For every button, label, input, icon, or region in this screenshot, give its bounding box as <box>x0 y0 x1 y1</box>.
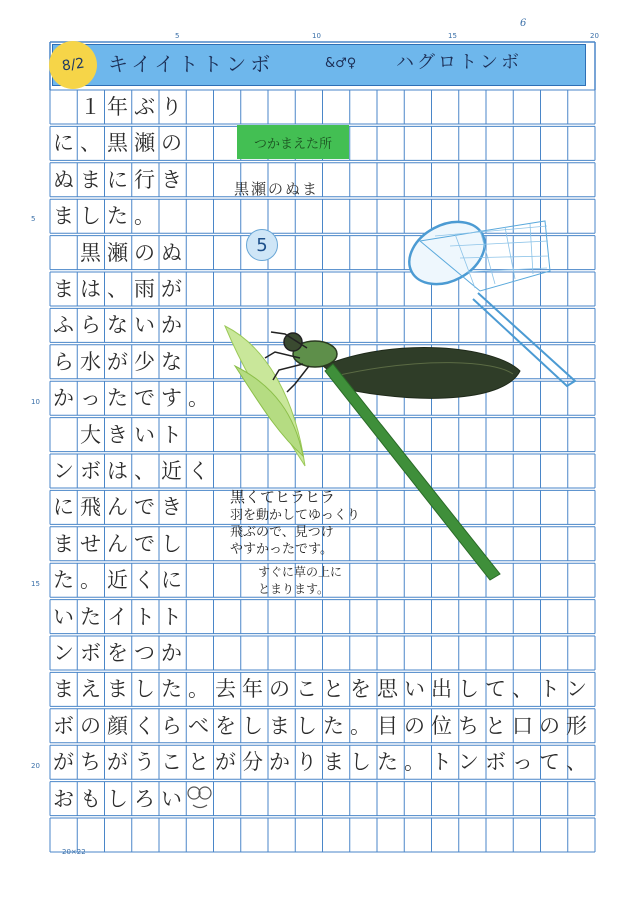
essay-char: し <box>242 713 263 738</box>
essay-char: 行 <box>134 167 155 192</box>
essay-row <box>50 308 185 342</box>
essay-char: し <box>107 786 128 811</box>
essay-row <box>50 345 185 379</box>
essay-char: 瀬 <box>107 240 128 265</box>
essay-char: 雨 <box>134 277 155 301</box>
observation-note-line: やすかったです。 <box>230 542 333 557</box>
essay-char: な <box>107 313 128 338</box>
essay-char: ん <box>107 495 128 520</box>
essay-char: 飛 <box>80 495 101 520</box>
ruler-top-15: 15 <box>448 32 457 40</box>
essay-char: 出 <box>431 677 452 702</box>
essay-char: 少 <box>134 349 155 374</box>
essay-char: が <box>107 750 128 775</box>
essay-char: 。 <box>404 750 425 775</box>
essay-char: し <box>458 677 479 702</box>
essay-char: 、 <box>107 277 128 301</box>
caught-place-label: つかまえた所 <box>237 125 349 159</box>
essay-char: い <box>134 313 155 338</box>
essay-char: き <box>107 422 128 447</box>
essay-char: ト <box>539 677 560 702</box>
essay-char: の <box>404 713 425 738</box>
essay-char: 年 <box>107 95 128 119</box>
essay-char: に <box>53 131 74 156</box>
essay-char: た <box>161 677 182 702</box>
essay-char: ま <box>53 677 74 702</box>
essay-char: ン <box>53 459 74 483</box>
essay-char: い <box>404 677 425 702</box>
essay-char: せ <box>80 531 101 556</box>
essay-char: ろ <box>134 786 155 811</box>
title-text: キイイトトンボ <box>108 52 275 76</box>
essay-char: い <box>161 786 182 811</box>
essay-char: 、 <box>80 131 101 156</box>
ruler-top-5: 5 <box>175 32 180 40</box>
essay-char: く <box>134 713 155 738</box>
essay-char: ま <box>80 167 101 192</box>
essay-char: ト <box>431 750 452 775</box>
essay-char: く <box>134 568 155 593</box>
essay-char: た <box>377 750 398 775</box>
essay-row <box>50 709 590 743</box>
essay-char: た <box>107 204 128 229</box>
essay-char: 思 <box>377 677 398 702</box>
essay-char: で <box>134 531 155 556</box>
essay-char: ら <box>161 713 182 738</box>
caught-place-name: 黒瀬のぬま <box>234 180 320 198</box>
essay-char: と <box>323 677 344 702</box>
essay-char: イ <box>107 604 128 629</box>
essay-char: か <box>161 641 182 665</box>
essay-char: ボ <box>80 459 101 483</box>
essay-char: ま <box>53 204 74 229</box>
essay-char: 年 <box>242 677 263 702</box>
essay-char: 大 <box>80 422 101 447</box>
essay-row <box>50 527 185 561</box>
essay-char: に <box>107 167 128 192</box>
essay-char: も <box>80 786 101 811</box>
essay-char: で <box>134 386 155 411</box>
essay-char: え <box>80 677 101 702</box>
essay-row <box>50 600 185 634</box>
ruler-left-20: 20 <box>31 762 40 770</box>
essay-char: こ <box>296 677 317 702</box>
essay-char: ぶ <box>134 95 155 119</box>
essay-char: り <box>161 95 182 119</box>
essay-char: 顔 <box>107 713 128 738</box>
essay-char: う <box>134 750 155 775</box>
essay-char: ン <box>53 641 74 665</box>
essay-char: が <box>107 349 128 374</box>
essay-char: い <box>53 604 74 629</box>
essay-char: の <box>539 713 560 738</box>
essay-char: お <box>53 786 74 811</box>
essay-char: っ <box>512 750 533 775</box>
essay-char: ら <box>80 313 101 338</box>
essay-char: 分 <box>242 750 263 775</box>
essay-char: １ <box>80 95 101 119</box>
essay-row <box>50 745 590 779</box>
essay-char: と <box>188 750 209 775</box>
essay-char: 形 <box>566 713 587 738</box>
essay-char: 。 <box>80 568 101 593</box>
essay-char: を <box>215 713 236 738</box>
essay-char: て <box>485 677 506 702</box>
essay-row <box>50 381 212 415</box>
essay-char: ぬ <box>53 167 74 192</box>
essay-char: し <box>80 204 101 229</box>
essay-char: く <box>188 459 209 483</box>
essay-char: 。 <box>134 204 155 229</box>
essay-char: が <box>161 277 182 301</box>
essay-char: た <box>107 386 128 411</box>
essay-char: ま <box>53 277 74 301</box>
essay-char: こ <box>161 750 182 775</box>
essay-char: た <box>53 568 74 593</box>
essay-char: か <box>269 750 290 775</box>
essay-char: ボ <box>485 750 506 775</box>
essay-char: ぬ <box>161 240 182 265</box>
title-note: &♂♀ <box>325 56 357 71</box>
essay-char: が <box>215 750 236 775</box>
essay-char: ふ <box>53 313 74 338</box>
essay-char <box>50 418 77 452</box>
essay-row <box>50 163 185 197</box>
observation-note-line: 羽を動かしてゆっくり <box>230 508 360 523</box>
ruler-top-10: 10 <box>312 32 321 40</box>
essay-char: べ <box>188 713 209 738</box>
title-subject: ハグロトンボ <box>396 52 522 73</box>
smiley-doodle-icon <box>187 783 213 811</box>
essay-row <box>50 126 185 160</box>
essay-char: ん <box>107 531 128 556</box>
essay-char: 、 <box>566 750 587 775</box>
essay-char: 。 <box>350 713 371 738</box>
essay-char: り <box>296 750 317 775</box>
essay-row <box>50 672 590 706</box>
essay-char: 去 <box>215 677 236 702</box>
essay-char: 。 <box>188 386 209 411</box>
essay-char: 黒 <box>107 131 128 156</box>
essay-char: に <box>53 495 74 520</box>
essay-char: ン <box>566 677 587 702</box>
observation-note-line: 飛ぶので、見つけ <box>230 525 334 540</box>
essay-char: が <box>53 750 74 775</box>
essay-char: 近 <box>107 568 128 593</box>
essay-char: て <box>539 750 560 775</box>
essay-char: の <box>161 131 182 156</box>
essay-char: し <box>296 713 317 738</box>
observation-note-line: とまります。 <box>258 582 330 596</box>
essay-char: し <box>161 531 182 556</box>
essay-char <box>50 236 77 270</box>
date-badge <box>49 41 97 89</box>
essay-char: っ <box>80 386 101 411</box>
essay-char: 瀬 <box>134 131 155 156</box>
essay-row <box>50 272 185 306</box>
essay-char: か <box>161 313 182 338</box>
observation-note-line: 黒くてヒラヒラ <box>230 488 336 506</box>
essay-char: を <box>107 641 128 665</box>
essay-char: 。 <box>188 677 209 702</box>
essay-row <box>50 199 158 233</box>
essay-char: な <box>161 349 182 374</box>
essay-char: の <box>269 677 290 702</box>
essay-char: ま <box>323 750 344 775</box>
essay-char: す <box>161 386 182 411</box>
essay-char: 、 <box>512 677 533 702</box>
essay-char: し <box>350 750 371 775</box>
essay-char: は <box>80 277 101 301</box>
essay-row <box>50 563 185 597</box>
essay-char: 黒 <box>80 240 101 265</box>
essay-char: 位 <box>431 713 452 738</box>
essay-char: に <box>161 568 182 593</box>
essay-char: 目 <box>377 713 398 738</box>
essay-char <box>50 90 77 124</box>
page-number: 6 <box>520 18 527 29</box>
essay-char: は <box>107 459 128 483</box>
essay-char: の <box>134 240 155 265</box>
essay-row <box>50 454 212 488</box>
essay-char: ト <box>161 604 182 629</box>
ruler-top-20: 20 <box>590 32 599 40</box>
essay-char: ま <box>269 713 290 738</box>
essay-char: ち <box>458 713 479 738</box>
essay-char: 近 <box>161 459 182 483</box>
essay-char: ボ <box>80 641 101 665</box>
essay-char: 水 <box>80 349 101 374</box>
essay-char: 口 <box>512 713 533 738</box>
essay-char: た <box>323 713 344 738</box>
essay-row <box>50 782 185 816</box>
essay-row <box>50 490 185 524</box>
essay-char: き <box>161 167 182 192</box>
ruler-left-5: 5 <box>31 215 36 223</box>
essay-char: ら <box>53 349 74 374</box>
essay-char: で <box>134 495 155 520</box>
observation-note-line: すぐに草の上に <box>258 565 343 579</box>
essay-row <box>50 418 185 452</box>
essay-char: ト <box>134 604 155 629</box>
essay-char: を <box>350 677 371 702</box>
essay-row <box>50 636 185 670</box>
essay-char: ン <box>458 750 479 775</box>
essay-char: い <box>134 422 155 447</box>
essay-char: ま <box>107 677 128 702</box>
ruler-left-15: 15 <box>31 580 40 588</box>
essay-char: し <box>134 677 155 702</box>
entry-number-badge: 5 <box>246 229 278 261</box>
essay-row <box>50 236 185 270</box>
essay-char: ト <box>161 422 182 447</box>
ruler-left-10: 10 <box>31 398 40 406</box>
essay-char: つ <box>134 641 155 665</box>
essay-row <box>50 90 185 124</box>
date-text: 8/2 <box>60 55 86 75</box>
essay-char: き <box>161 495 182 520</box>
essay-char: 、 <box>134 459 155 483</box>
essay-char: の <box>80 713 101 738</box>
essay-char: ち <box>80 750 101 775</box>
grid-size-label: 20×22 <box>62 848 86 856</box>
essay-char: か <box>53 386 74 411</box>
essay-char: ま <box>53 531 74 556</box>
essay-char: た <box>80 604 101 629</box>
essay-char: ボ <box>53 713 74 738</box>
essay-char: と <box>485 713 506 738</box>
